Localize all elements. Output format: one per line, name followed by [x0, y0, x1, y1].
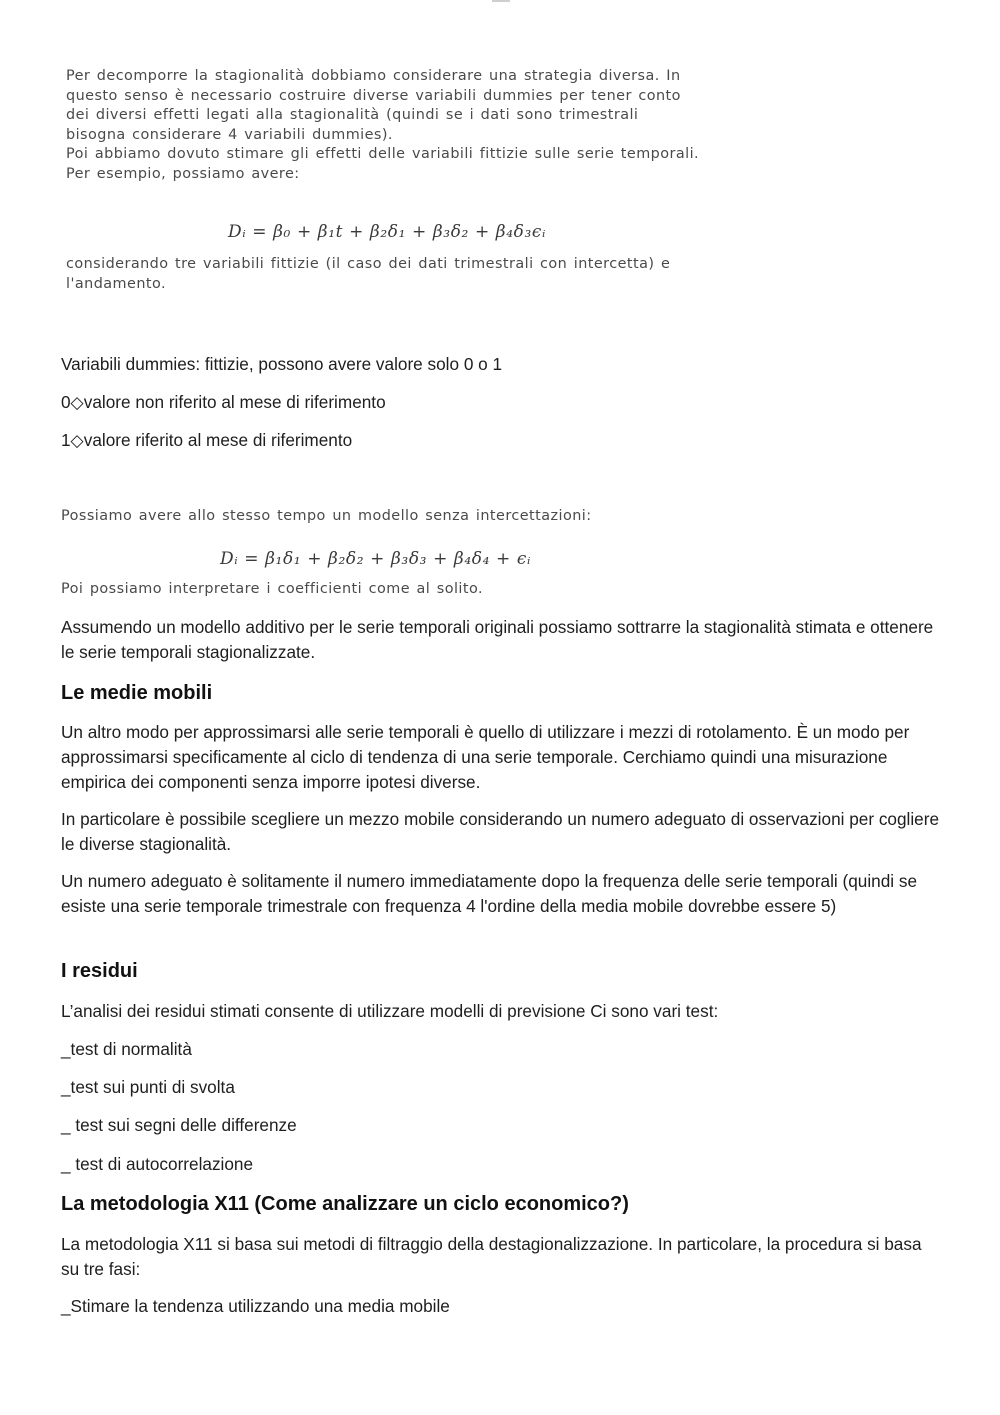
scan-line: Poi abbiamo dovuto stimare gli effetti delle variabili fittizie sulle serie temporali.: [66, 146, 700, 163]
moving-averages-paragraph-2: In particolare è possibile scegliere un mezzo mobile considerando un numero adeguato di osservazioni per cogliere le diverse stagionalità.: [61, 809, 940, 854]
x11-step-item: _Stimare la tendenza utilizzando una media mobile: [61, 1296, 450, 1316]
formula-with-intercept: Dᵢ = β₀ + β₁t + β₂δ₁ + β₃δ₂ + β₄δ₃ϵᵢ: [228, 222, 547, 242]
x11-intro: La metodologia X11 si basa sui metodi di filtraggio della destagionalizzazione. In particolare, la procedura si basa su tre fasi:: [61, 1234, 922, 1279]
additive-model-paragraph: Assumendo un modello additivo per le serie temporali originali possiamo sottrarre la stagionalità stimata e ottenere le serie temporali stagionalizzate.: [61, 617, 934, 662]
formula-without-intercept: Dᵢ = β₁δ₁ + β₂δ₂ + β₃δ₃ + β₄δ₄ + ϵᵢ: [220, 549, 532, 569]
dummies-definition: Variabili dummies: fittizie, possono avere valore solo 0 o 1: [61, 354, 503, 374]
scan-line: dei diversi effetti legati alla stagionalità (quindi se i dati sono trimestrali: [66, 107, 639, 124]
moving-averages-paragraph-1: Un altro modo per approssimarsi alle serie temporali è quello di utilizzare i mezzi di rotolamento. È un modo per approssimarsi specificamente al ciclo di tendenza di una serie temporale. Cerchiamo quindi una misurazione empirica dei componenti senza imporre ipotesi diverse.: [61, 722, 910, 792]
heading-residuals: I residui: [61, 960, 138, 982]
dummy-one-line: 1◇valore riferito al mese di riferimento: [61, 430, 353, 450]
residual-test-item: _ test sui segni delle differenze: [61, 1115, 297, 1135]
scan-line: considerando tre variabili fittizie (il caso dei dati trimestrali con intercetta) e: [66, 256, 671, 272]
scan-block-after-formula: [66, 255, 706, 294]
scan-block-no-intercept: [61, 507, 661, 527]
moving-averages-paragraph-3: Un numero adeguato è solitamente il numero immediatamente dopo la frequenza delle serie temporali (quindi se esiste una serie temporale trimestrale con frequenza 4 l'ordine della media mobile dovrebbe essere 5): [61, 871, 918, 916]
heading-x11: La metodologia X11 (Come analizzare un ciclo economico?): [61, 1193, 629, 1215]
scan-line: Per decomporre la stagionalità dobbiamo considerare una strategia diversa. In: [66, 68, 681, 84]
heading-moving-averages: Le medie mobili: [61, 682, 213, 704]
residual-test-item: _ test di autocorrelazione: [61, 1154, 254, 1174]
residuals-intro: L’analisi dei residui stimati consente di utilizzare modelli di previsione Ci sono vari test:: [61, 1001, 719, 1021]
dummy-zero-line: 0◇valore non riferito al mese di riferimento: [61, 392, 386, 412]
scan-line: Possiamo avere allo stesso tempo un modello senza intercettazioni:: [61, 508, 592, 524]
scan-line: Poi possiamo interpretare i coefficienti come al solito.: [61, 581, 483, 597]
residual-test-item: _test di normalità: [61, 1039, 192, 1059]
residual-test-item: _test sui punti di svolta: [61, 1077, 235, 1097]
scan-line: questo senso è necessario costruire diverse variabili dummies per tener conto: [66, 87, 681, 104]
scan-line: bisogna considerare 4 variabili dummies).: [66, 126, 393, 143]
scan-line: Per esempio, possiamo avere:: [66, 165, 300, 182]
scan-block-interpretation: [61, 580, 661, 600]
page-top-mark: [492, 0, 510, 2]
scan-block-seasonality: [66, 67, 706, 185]
scan-line: l'andamento.: [66, 275, 167, 292]
